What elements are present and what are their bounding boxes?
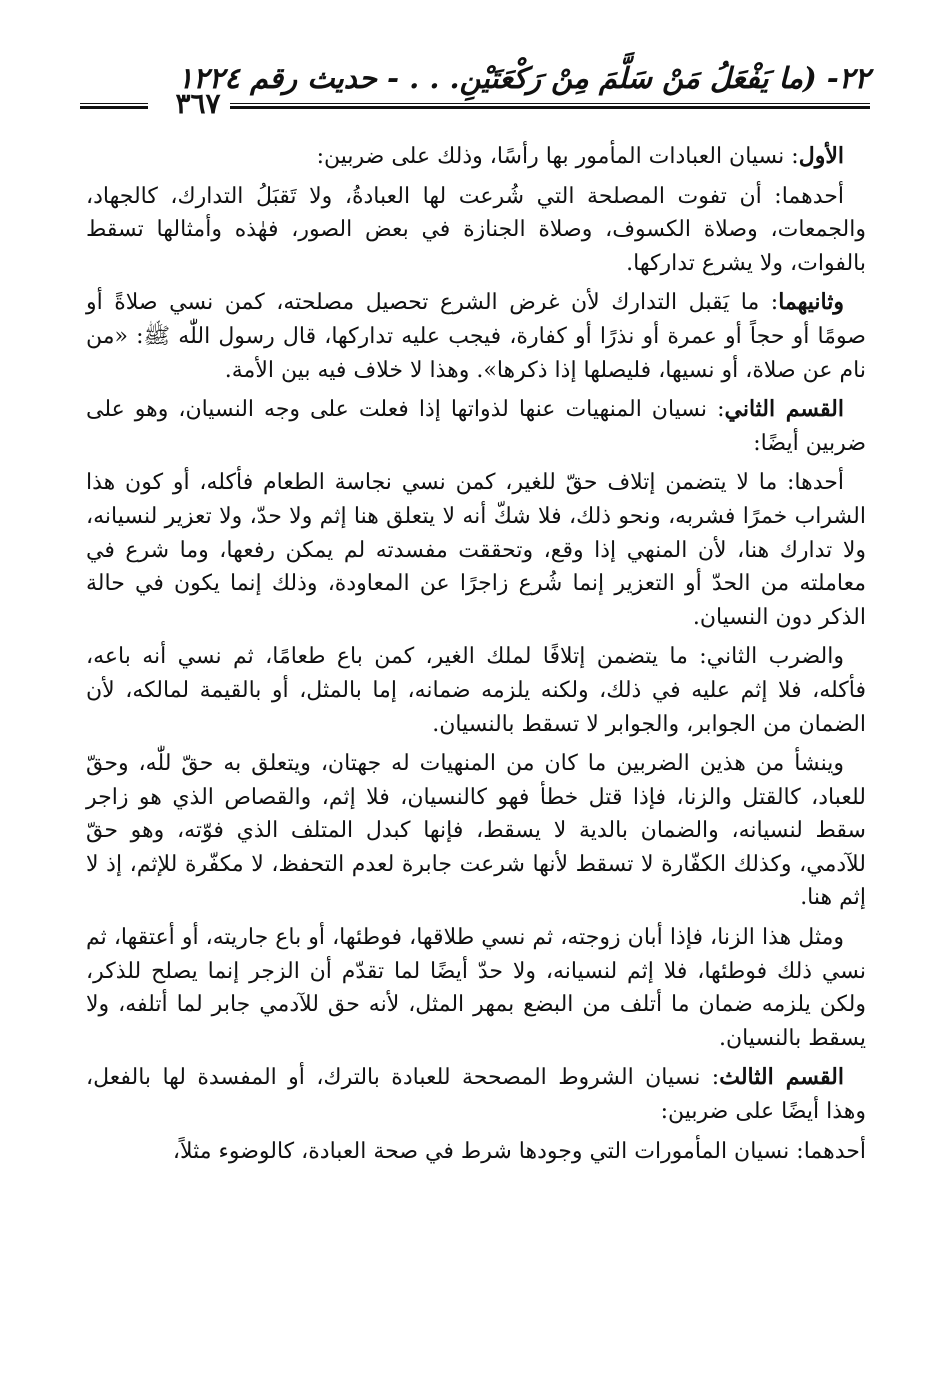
paragraph-8 [86,921,866,1055]
paragraph-3 [86,286,866,387]
paragraph-text: : ما يَقبل التدارك لأن غرض الشرع تحصيل مصلحته، كمن نسي صلاةً أو صومًا أو حجاً أو عمرة أو نذرًا أو كفارة، فيجب عليه تداركها، قال رسول اللّٰه ﷺ: «من نام عن صلاة، أو نسيها، فليصلها إذا ذكرها». وهذا لا خلاف فيه بين الأمة. [86,290,866,383]
paragraph-2 [86,180,866,281]
running-title: ٢٢- (ما يَفْعَلُ مَنْ سَلَّمَ مِنْ رَكْعَتَيْنِ. . . - حديث رقم ١٢٢٤ [177,61,870,95]
paragraph-4 [86,393,866,460]
paragraph-heading: القسم الثالث [719,1064,844,1091]
paragraph-5 [86,466,866,634]
paragraph-heading: الأول [798,143,844,169]
page-number-rule [80,103,148,109]
page-number: ٣٦٧ [175,87,221,120]
paragraph-text: ومثل هذا الزنا، فإذا أبان زوجته، ثم نسي طلاقها، فوطئها، أو باع جاريته، أو أعتقها، ثم نسي ذلك فوطئها، فلا إثم لنسيانه، ولا حدّ أيضًا لما تقدّم أن الزجر إنما يصلح للذكر، ولكن يلزمه ضمان ما أتلف من البضع بمهر المثل، لأنه حق للآدمي جابر لما أتلفه، ولا يسقط بالنسيان. [86,925,866,1051]
paragraph-text: أحدهما: أن تفوت المصلحة التي شُرعت لها العبادةُ، ولا تَقبَلُ التدارك، كالجهاد، والجمعات، وصلاة الكسوف، وصلاة الجنازة في بعض الصور، فهٰذه وأمثالها تسقط بالفوات، ولا يشرع تداركها. [86,183,866,276]
paragraph-6 [86,640,866,741]
paragraph-text: وينشأ من هذين الضربين ما كان من المنهيات له جهتان، ويتعلق به حقّ للّٰه، وحقّ للعباد، كالقتل والزنا، فإذا قتل خطأ فهو كالنسيان، فلا إثم، والقصاص الذي هو زاجر سقط لنسيانه، والضمان بالدية لا يسقط، فإنها كبدل المتلف الذي فوّته، وهو حقّ للآدمي، وكذلك الكفّارة لا تسقط لأنها شرعت جابرة لعدم التحفظ، لا مكفّرة للإثم، إذ لا إثم هنا. [86,751,866,911]
paragraph-1 [86,140,866,174]
paragraph-text: أحدهما: نسيان المأمورات التي وجودها شرط في صحة العبادة، كالوضوء مثلاً، [172,1138,866,1164]
paragraph-text: : نسيان العبادات المأمور بها رأسًا، وذلك على ضربين: [316,144,799,169]
paragraph-text: والضرب الثاني: ما يتضمن إتلافًا لملك الغير، كمن باع طعامًا، ثم نسي أنه باعه، فأكله، فلا إثم عليه في ذلك، ولكنه يلزمه ضمانه، إما بالمثل، أو بالقيمة لمالكه، لأن الضمان من الجوابر، والجوابر لا تسقط بالنسيان. [86,644,866,737]
paragraph-text: : نسيان الشروط المصححة للعبادة بالترك، أو المفسدة لها بالفعل، وهذا أيضًا على ضربين: [86,1065,866,1125]
paragraph-heading: القسم الثاني [724,396,844,423]
header-rule [230,103,870,109]
paragraph-10 [86,1135,866,1169]
page-header [80,58,870,128]
paragraph-7 [86,747,866,915]
page-body [86,140,866,1174]
paragraph-9 [86,1061,866,1128]
paragraph-heading: وثانيهما [778,289,844,316]
paragraph-text: : نسيان المنهيات عنها لذواتها إذا فعلت على وجه النسيان، وهو على ضربين أيضًا: [86,397,866,456]
paragraph-text: أحدها: ما لا يتضمن إتلاف حقّ للغير، كمن نسي نجاسة الطعام فأكله، أو كون هذا الشراب خمرًا فشربه، ونحو ذلك، فلا شكّ أنه لا يتعلق هنا إثم ولا حدّ، ولا تعزير لنسيانه، ولا تدارك هنا، لأن المنهي إذا وقع، وتحققت مفسدته لم يمكن رفعها، وما شرع في معاملته من الحدّ أو التعزير إنما شُرع زاجرًا عن المعاودة، وذلك إنما يكون في حالة الذكر دون النسيان. [86,470,866,630]
